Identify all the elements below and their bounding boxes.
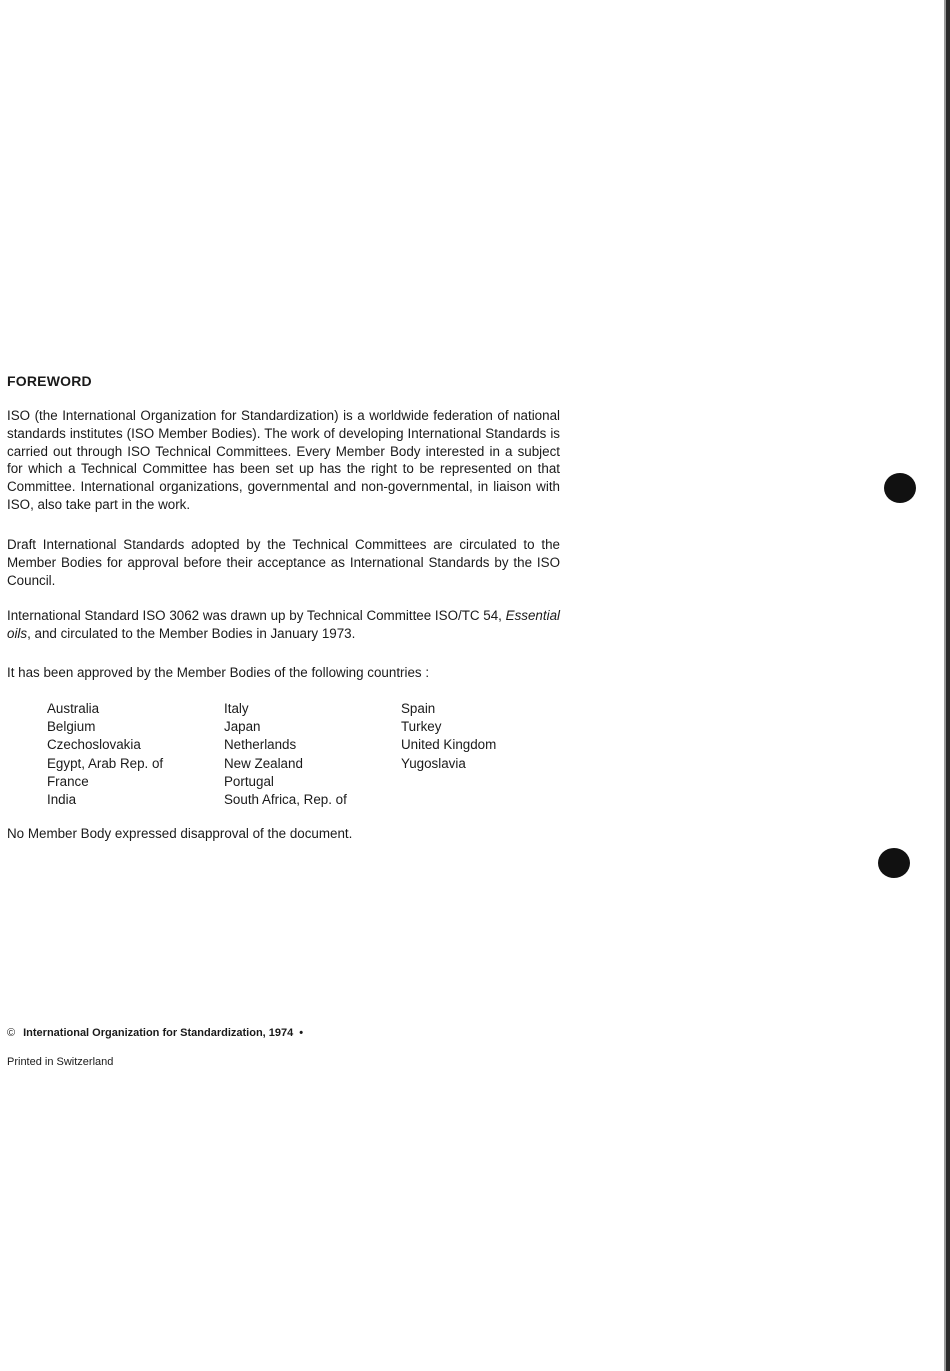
foreword-heading: FOREWORD <box>7 373 92 389</box>
country-item: Australia <box>47 701 100 716</box>
copyright-notice <box>7 1027 303 1039</box>
country-list-column-2 <box>224 700 347 809</box>
foreword-paragraph-standard <box>7 607 560 643</box>
country-item: Yugoslavia <box>401 755 466 771</box>
committee-name: Essential oils <box>7 608 560 641</box>
country-item: Spain <box>401 701 436 716</box>
country-item: France <box>47 773 89 789</box>
foreword-paragraph-drafts: Draft International Standards adopted by the Technical Committees are circulated to the Member Bodies for approval before their acceptance as International Standards by the ISO Council. <box>7 537 560 588</box>
punch-hole-top <box>884 473 916 503</box>
country-item: United Kingdom <box>401 737 497 753</box>
standard-text-prefix: International Standard ISO 3062 was drawn up by Technical Committee ISO/TC 54, <box>7 608 506 623</box>
country-list-column-3 <box>401 700 496 773</box>
country-item: Italy <box>224 701 249 716</box>
punch-hole-bottom <box>878 848 910 878</box>
standard-text-suffix: , and circulated to the Member Bodies in January 1973. <box>27 625 356 641</box>
foreword-paragraph-approval: It has been approved by the Member Bodies of the following countries : <box>7 665 430 680</box>
country-item: Portugal <box>224 773 274 789</box>
printed-location: Printed in Switzerland <box>7 1056 114 1068</box>
country-item: South Africa, Rep. of <box>224 792 347 808</box>
country-item: Belgium <box>47 719 96 735</box>
bullet-icon: • <box>299 1027 304 1039</box>
foreword-paragraph-disapproval: No Member Body expressed disapproval of the document. <box>7 826 353 841</box>
country-list-column-1 <box>47 700 163 809</box>
country-item: Japan <box>224 719 261 735</box>
country-item: New Zealand <box>224 755 303 771</box>
country-item: Egypt, Arab Rep. of <box>47 755 164 771</box>
country-item: Turkey <box>401 719 442 735</box>
country-item: Czechoslovakia <box>47 737 141 753</box>
country-item: Netherlands <box>224 737 297 753</box>
foreword-paragraph-iso: ISO (the International Organization for Standardization) is a worldwide federation of national standards institutes (ISO Member Bodies). The work of developing International Standards is carried out through ISO Technical Committees. Every Member Body interested in a subject for which a Technical Committee has been set up has the right to be represented on that Committee. International organizations, governmental and non-governmental, in liaison with ISO, also take part in the work. <box>7 408 560 512</box>
copyright-icon: © <box>7 1027 16 1039</box>
country-item: India <box>47 792 77 808</box>
page-edge <box>946 0 950 1371</box>
copyright-text: International Organization for Standardization, 1974 <box>23 1027 294 1039</box>
